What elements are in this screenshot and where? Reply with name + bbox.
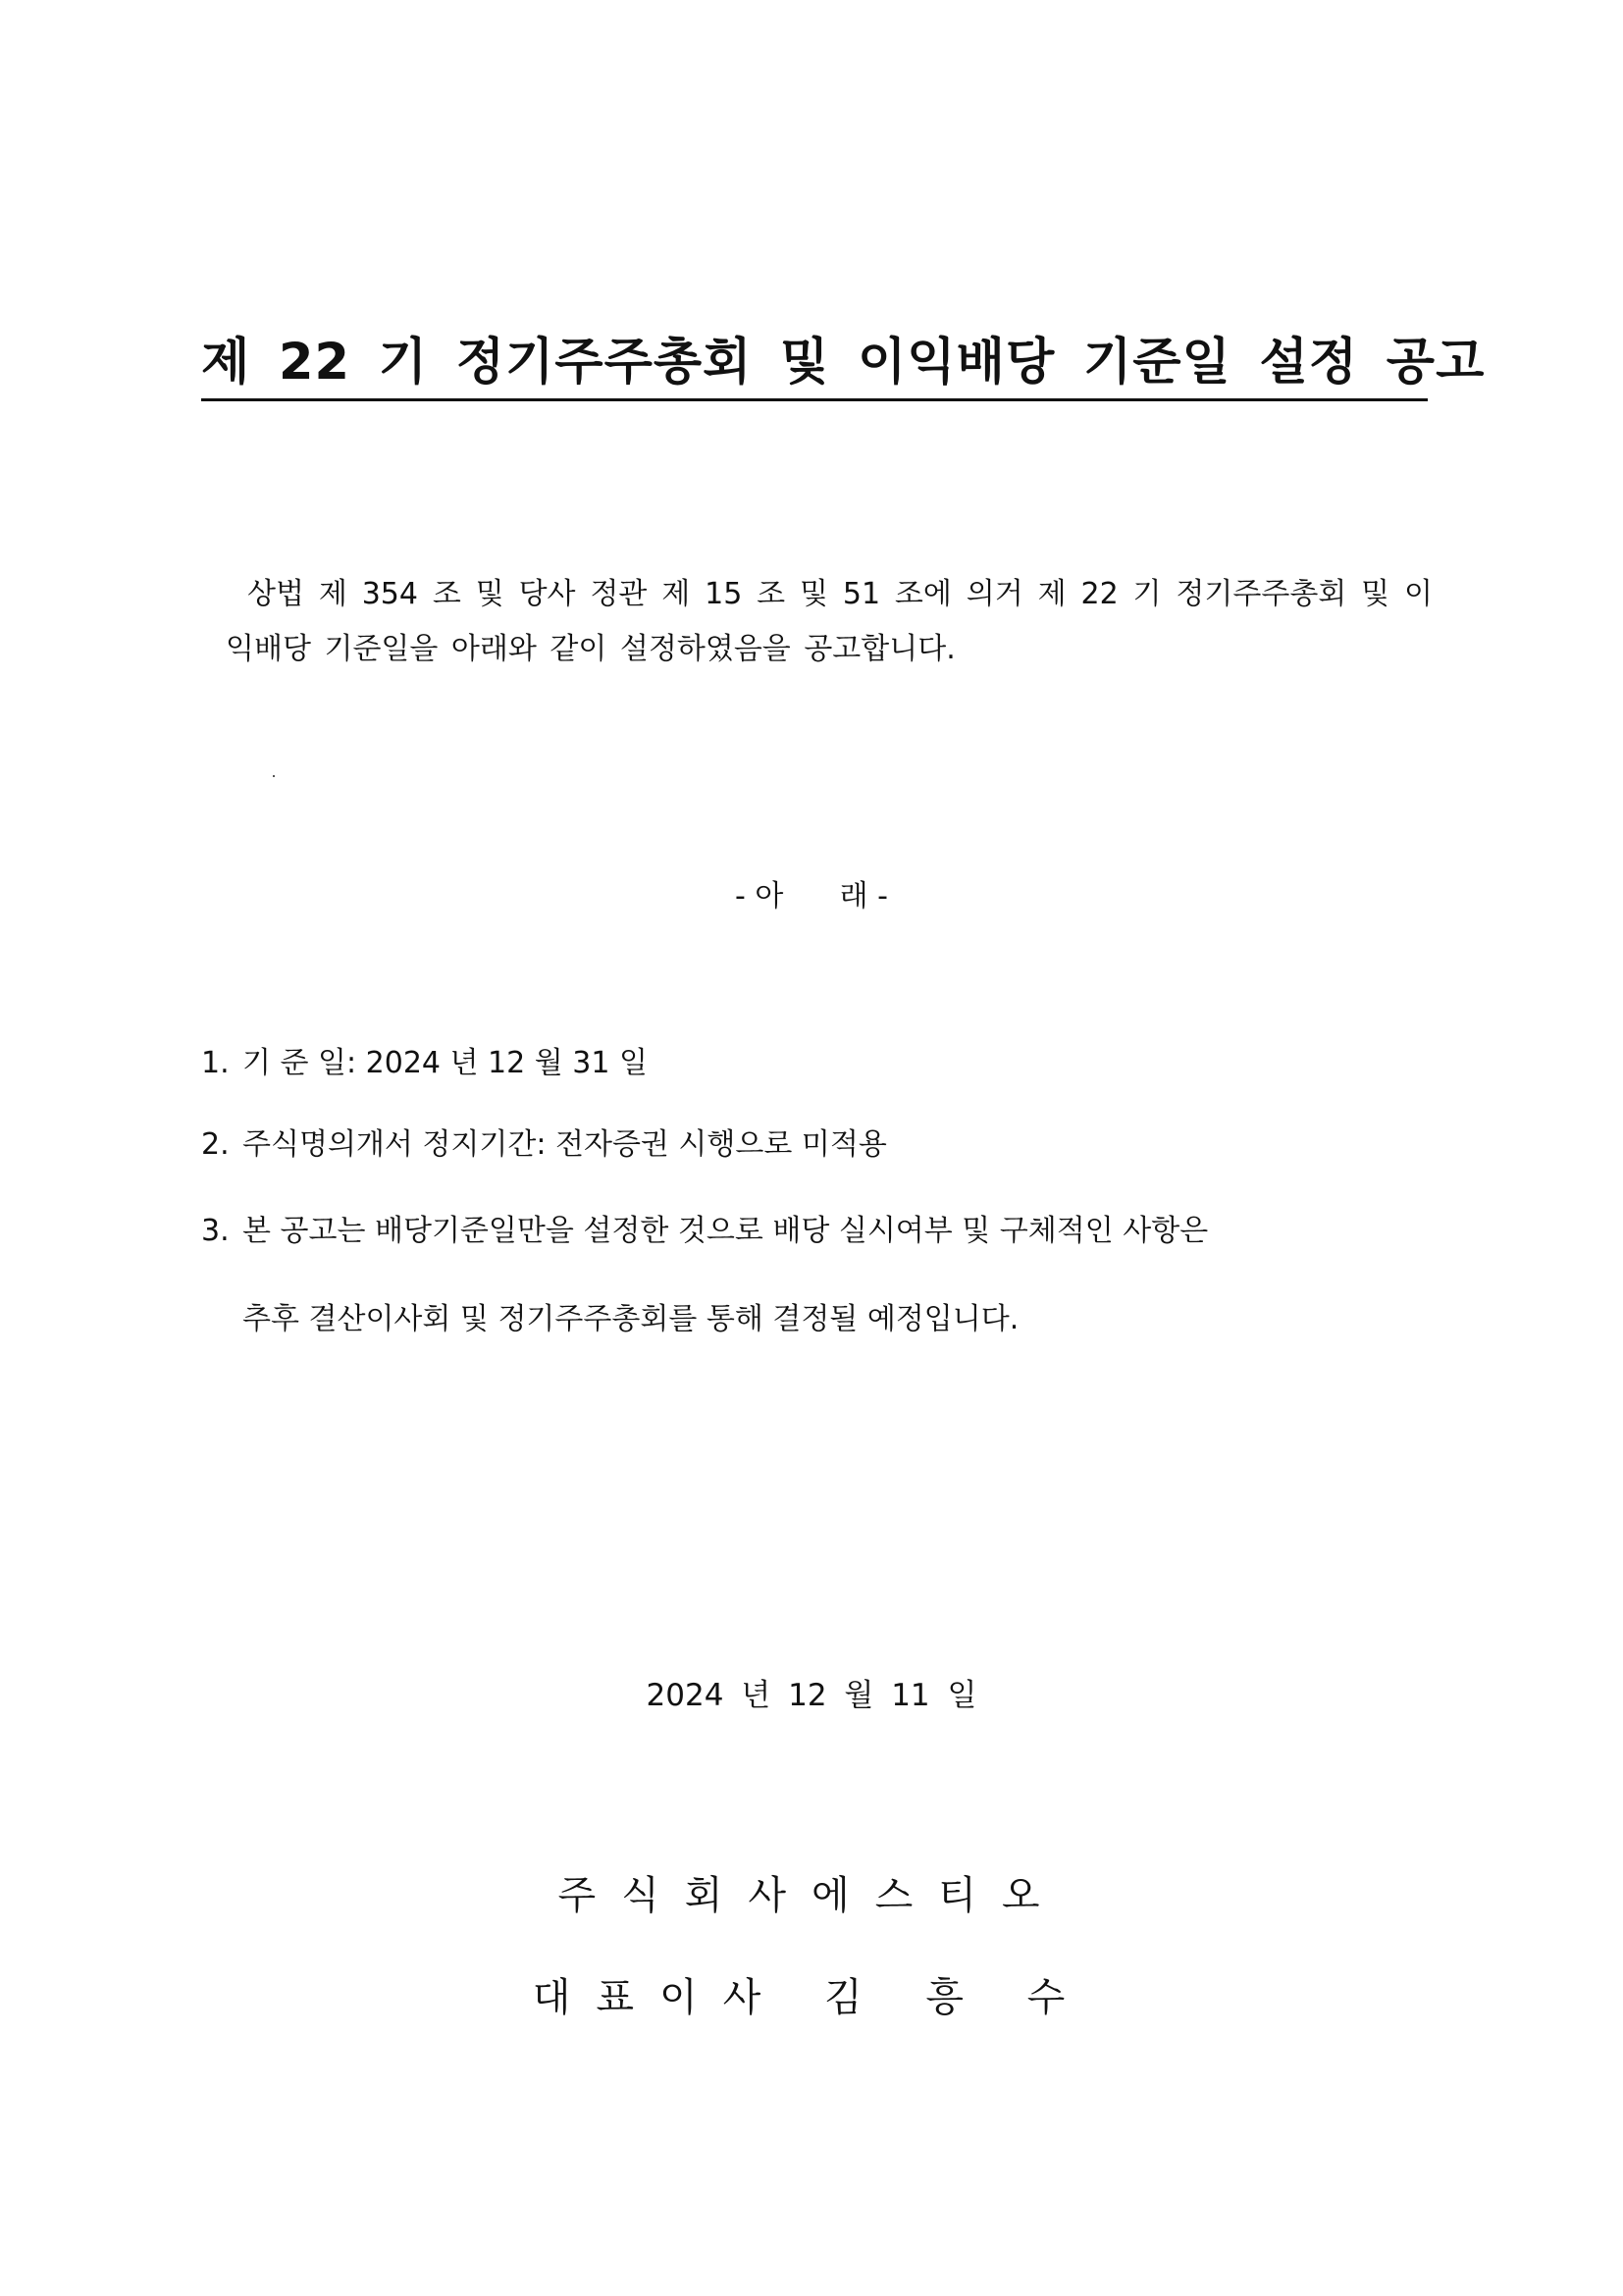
ceo-name: 대표이사 김 흥 수 bbox=[532, 1975, 1091, 2020]
list-item bbox=[201, 1212, 1433, 1251]
intro-paragraph: 상법 제 354 조 및 당사 정관 제 15 조 및 51 조에 의거 제 22 기 정기주주총회 및 이익배당 기준일을 아래와 같이 설정하였음을 공고합니다. bbox=[226, 577, 1433, 666]
item-continuation: 추후 결산이사회 및 정기주주총회를 통해 결정될 예정입니다. bbox=[242, 1302, 1020, 1336]
heading-note: - 아 래 - bbox=[735, 879, 888, 913]
list-item bbox=[201, 1044, 1433, 1083]
item-number: 3. bbox=[201, 1214, 230, 1248]
item-number: 1. bbox=[201, 1046, 230, 1080]
item-number: 2. bbox=[201, 1127, 230, 1162]
item-text: 기 준 일: 2024 년 12 월 31 일 bbox=[242, 1046, 648, 1080]
scan-speck bbox=[273, 775, 275, 777]
item-text: 본 공고는 배당기준일만을 설정한 것으로 배당 실시여부 및 구체적인 사항은 bbox=[242, 1214, 1209, 1248]
list-item bbox=[201, 1125, 1433, 1165]
notice-title: 제 22 기 정기주주총회 및 이익배당 기준일 설정 공고 bbox=[201, 332, 1428, 401]
item-text: 주식명의개서 정지기간: 전자증권 시행으로 미적용 bbox=[242, 1127, 887, 1162]
company-name: 주식회사에스티오 bbox=[557, 1873, 1066, 1918]
notice-date: 2024 년 12 월 11 일 bbox=[646, 1678, 977, 1713]
